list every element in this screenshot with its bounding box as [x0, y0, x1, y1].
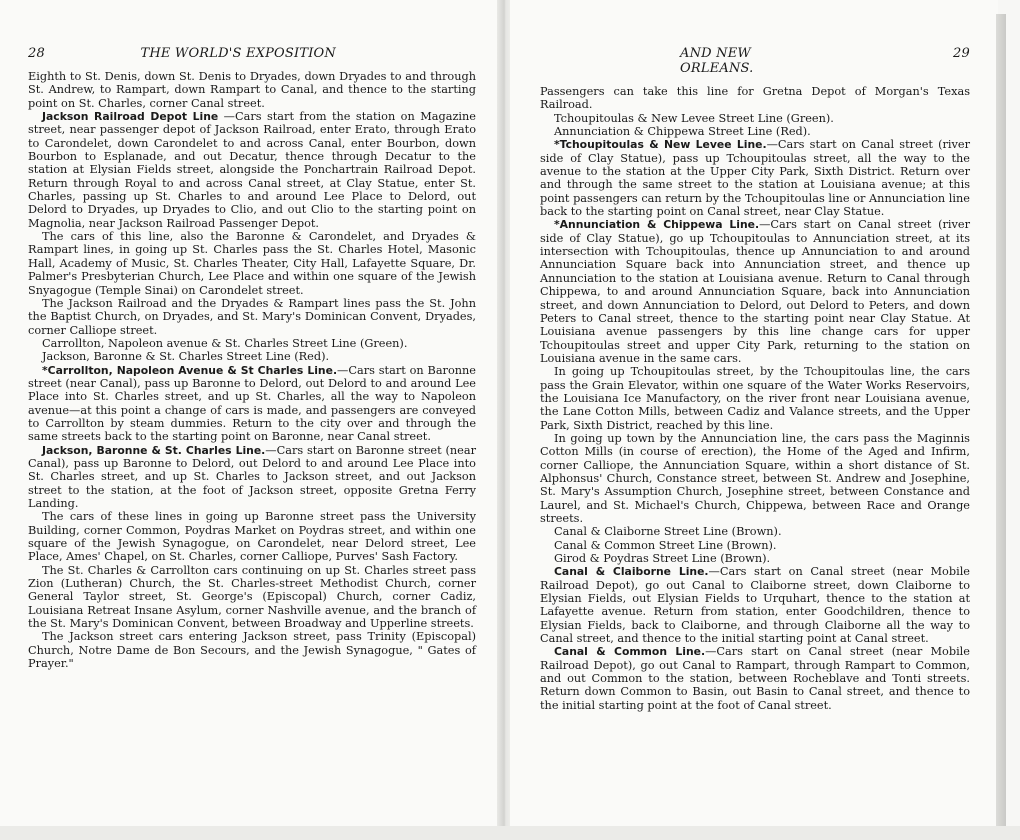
- paragraph-text: Jackson, Baronne & St. Charles Street Line (Red).: [42, 350, 330, 364]
- right-page: [510, 0, 998, 840]
- paragraph: [28, 70, 476, 110]
- paragraph-text: —Cars start on Baronne street (near Canal), pass up Baronne to Delord, out Delord to and around Lee Place into St. Charles street, and up St. Charles to Jackson street, and out Jackson street to the station, at the foot of Jackson street, opposite Gretna Ferry Landing.: [28, 443, 476, 510]
- paragraph-text: The cars of these lines in going up Baronne street pass the University Building, corner Common, Poydras Market on Poydras street, and within one square of the Jewish Synagogue, on Carondelet, near Delord street, Lee Place, Ames' Chapel, on St. Charles, corner Calliope, Purves' Sash Factory.: [28, 510, 476, 564]
- paragraph-text: —Cars start on Canal street (river side of Clay Statue), pass up Tchoupitoulas street, all the way to the avenue to the station at the Upper City Park, Sixth District. Return over and through the same street to the station at Louisiana avenue; at this point passengers can return by the Tchoupitoulas line or Annunciation line back to the starting point on Canal street, near Clay Statue.: [540, 138, 970, 219]
- paragraph-text: The Jackson street cars entering Jackson street, pass Trinity (Episcopal) Church, Notre Dame de Bon Secours, and the Jewish Synagogue, " Gates of Prayer.": [28, 630, 476, 671]
- paragraph: [28, 364, 476, 444]
- paragraph: [28, 230, 476, 297]
- paragraph-text: Canal & Common Street Line (Brown).: [554, 538, 777, 552]
- paragraph: [540, 565, 970, 645]
- page-edge: [996, 14, 1006, 826]
- right-page-header: [540, 46, 970, 76]
- running-head: AND NEW ORLEANS.: [680, 46, 754, 76]
- paragraph: [28, 630, 476, 670]
- paragraph-text: Passengers can take this line for Gretna Depot of Morgan's Texas Railroad.: [540, 85, 970, 112]
- paragraph-text: Eighth to St. Denis, down St. Denis to Dryades, down Dryades to and through St. Andrew, to Rampart, down Rampart to Canal, and thence to the starting point on St. Charles, corner Canal street.: [28, 70, 476, 110]
- paragraph: [28, 510, 476, 563]
- paragraph-text: —Cars start on Canal street (near Mobile Railroad Depot), go out Canal to Rampart, through Rampart to Common, and out Common to the station, between Rocheblave and Tonti streets. Return down Common to Basin, out Basin to Canal street, and thence to the initial starting point at the foot of Canal street.: [540, 645, 970, 712]
- paragraph: [28, 110, 476, 230]
- line-heading: Jackson, Baronne & St. Charles Line.: [42, 443, 266, 457]
- line-heading: Jackson Railroad Depot Line: [42, 110, 219, 124]
- paragraph-text: Carrollton, Napoleon avenue & St. Charles Street Line (Green).: [42, 336, 408, 350]
- page-bottom-edge: [0, 826, 1020, 840]
- paragraph-text: Girod & Poydras Street Line (Brown).: [554, 552, 771, 566]
- paragraph: [28, 297, 476, 337]
- paragraph: [28, 564, 476, 631]
- paragraph: [540, 432, 970, 525]
- paragraph: [28, 337, 476, 350]
- paragraph: [540, 525, 970, 538]
- paragraph: [540, 552, 970, 565]
- line-heading: *Tchoupitoulas & New Levee Line.: [554, 138, 767, 152]
- paragraph-text: Annunciation & Chippewa Street Line (Red).: [554, 125, 811, 139]
- paragraph-text: Canal & Claiborne Street Line (Brown).: [554, 525, 782, 539]
- paragraph-text: In going up town by the Annunciation line, the cars pass the Maginnis Cotton Mills (in course of erection), the Home of the Aged and Infirm, corner Calliope, the Annunciation Square, within a short distance of St. Alphonsus' Church, Constance street, between St. Andrew and Josephine, St. Mary's Assumption Church, Josephine street, between Constance and Laurel, and St. Michael's Church, Chippewa, between Race and Orange streets.: [540, 431, 970, 525]
- line-heading: Canal & Common Line.: [554, 645, 706, 659]
- line-heading: *Carrollton, Napoleon Avenue & St Charles Line.: [42, 363, 338, 377]
- left-page: [0, 0, 500, 840]
- paragraph: [540, 112, 970, 125]
- paragraph-text: —Cars start on Baronne street (near Canal), pass up Baronne to Delord, out Delord to and around Lee Place into St. Charles street, and up St. Charles, all the way to Napoleon avenue—at this point a change of cars is made, and passengers are conveyed to Carrollton by steam dummies. Return to the city over and through the same streets back to the starting point on Baronne, near Canal street.: [28, 363, 476, 444]
- paragraph-text: —Cars start from the station on Magazine street, near passenger depot of Jackson Railroad, enter Erato, through Erato to Carondelet, down Carondelet to and across Canal, enter Bourbon, down Bourbon to Esplanade, and out Decatur, thence through Decatur to the station at Elysian Fields street, alongside the Ponchartrain Railroad Depot. Return through Royal to and across Canal street, at Clay Statue, enter St. Charles, passing up St. Charles to and around Lee Place to Delord, out Delord to Dryades, up Dryades to Clio, and out Clio to the starting point on Magnolia, near Jackson Railroad Passenger Depot.: [28, 110, 476, 230]
- paragraph-text: The cars of this line, also the Baronne & Carondelet, and Dryades & Rampart lines, in going up St. Charles pass the St. Charles Hotel, Masonic Hall, Academy of Music, St. Charles Theater, City Hall, Lafayette Square, Dr. Palmer's Presbyterian Church, Lee Place and within one square of the Jewish Snyagogue (Temple Sinai) on Carondelet street.: [28, 230, 476, 297]
- running-head: THE WORLD'S EXPOSITION: [140, 46, 336, 61]
- paragraph: [540, 85, 970, 112]
- right-page-body: [540, 85, 970, 712]
- paragraph-text: —Cars start on Canal street (near Mobile Railroad Depot), go out Canal to Claiborne street, down Claiborne to Elysian Fields, out Elysian Fields to Urquhart, thence to the station at Lafayette avenue. Return from station, enter Goodchildren, thence to Elysian Fields, back to Claiborne, and through Claiborne all the way to Canal street, and thence to the initial starting point at Canal street.: [540, 565, 970, 646]
- line-heading: *Annunciation & Chippewa Line.: [554, 218, 760, 232]
- paragraph: [28, 350, 476, 363]
- paragraph-text: The St. Charles & Carrollton cars continuing on up St. Charles street pass Zion (Lutheran) Church, the St. Charles-street Methodist Church, corner General Taylor street, St. George's (Episcopal) Church, corner Cadiz, Louisiana Retreat Insane Asylum, corner Nashville avenue, and the branch of the St. Mary's Dominican Convent, between Broadway and Upperline streets.: [28, 563, 476, 631]
- paragraph: [540, 138, 970, 218]
- paragraph: [540, 218, 970, 365]
- paragraph: [540, 125, 970, 138]
- paragraph: [540, 539, 970, 552]
- left-page-body: [28, 70, 476, 670]
- paragraph-text: Tchoupitoulas & New Levee Street Line (Green).: [554, 111, 834, 125]
- paragraph: [540, 365, 970, 432]
- left-page-header: [28, 46, 476, 61]
- paragraph-text: In going up Tchoupitoulas street, by the Tchoupitoulas line, the cars pass the Grain Elevator, within one square of the Water Works Reservoirs, the Louisiana Ice Manufactory, on the river front near Louisiana avenue, the Lane Cotton Mills, between Cadiz and Valance streets, and the Upper Park, Sixth District, reached by this line.: [540, 365, 970, 432]
- page-number: 28: [28, 46, 45, 61]
- paragraph-text: The Jackson Railroad and the Dryades & Rampart lines pass the St. John the Baptist Church, on Dryades, and St. Mary's Dominican Convent, Dryades, corner Calliope street.: [28, 296, 476, 337]
- paragraph: [540, 645, 970, 712]
- paragraph: [28, 444, 476, 511]
- page-number: 29: [953, 46, 970, 61]
- paragraph-text: —Cars start on Canal street (river side of Clay Statue), go up Tchoupitoulas to Annunciation street, at its intersection with Tchoupitoulas, thence up Annunciation to and around Annunciation Square back into Annunciation street, and thence up Annunciation to the station at Louisiana avenue. Return to Canal through Chippewa, to and around Annunciation Square, back into Annunciation street, and down Annunciation to Delord, out Delord to Peters, and down Peters to Canal street, thence to the starting point near Clay Statue. At Louisiana avenue passengers by this line change cars for upper Tchoupitoulas street and upper City Park, returning to the station on Louisiana avenue in the same cars.: [540, 218, 970, 365]
- line-heading: Canal & Claiborne Line.: [554, 565, 709, 579]
